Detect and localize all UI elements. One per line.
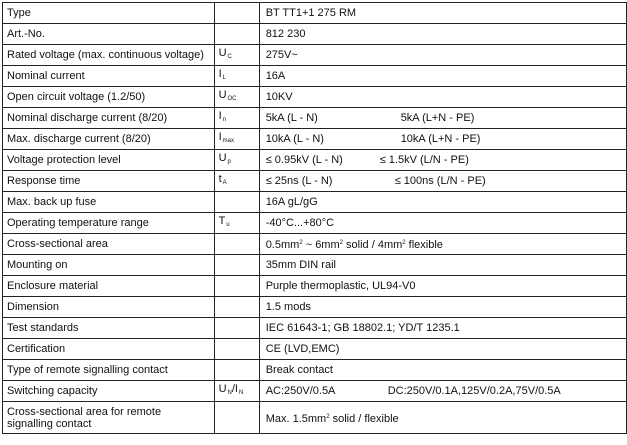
row-label: Switching capacity: [3, 381, 215, 402]
row-symbol: [214, 297, 259, 318]
row-label: Voltage protection level: [3, 150, 215, 171]
row-label: Test standards: [3, 318, 215, 339]
row-symbol: [214, 66, 259, 87]
row-label: Nominal current: [3, 66, 215, 87]
row-symbol: [214, 318, 259, 339]
value-l-n: ≤ 25ns (L - N): [265, 175, 333, 187]
row-value: 812 230: [259, 24, 626, 45]
row-label: Type: [3, 3, 215, 24]
superscript: 2: [402, 240, 406, 246]
row-value: [259, 381, 626, 402]
symbol-subscript: L: [222, 75, 226, 81]
row-symbol: [214, 108, 259, 129]
table-row: [3, 129, 627, 150]
table-row: [3, 360, 627, 381]
row-value: BT TT1+1 275 RM: [259, 3, 626, 24]
row-label: Max. discharge current (8/20): [3, 129, 215, 150]
row-label: Response time: [3, 171, 215, 192]
row-symbol: [214, 234, 259, 255]
superscript: 2: [326, 413, 330, 420]
value-l-pe: 5kA (L+N - PE): [400, 112, 475, 124]
row-symbol: [214, 45, 259, 66]
value-part: flexible: [405, 239, 443, 251]
symbol-base: U: [218, 47, 227, 59]
specification-table: [2, 2, 627, 434]
row-symbol: [214, 255, 259, 276]
row-symbol: [214, 171, 259, 192]
table-row: [3, 276, 627, 297]
row-value: 275V~: [259, 45, 626, 66]
row-value: [259, 171, 626, 192]
row-label: Dimension: [3, 297, 215, 318]
superscript: 2: [339, 240, 343, 246]
value-dc: DC:250V/0.1A,125V/0.2A,75V/0.5A: [387, 385, 561, 397]
row-symbol: [214, 213, 259, 234]
row-symbol: [214, 87, 259, 108]
row-symbol: [214, 276, 259, 297]
row-value: IEC 61643-1; GB 18802.1; YD/T 1235.1: [259, 318, 626, 339]
symbol-base: t: [218, 173, 222, 185]
row-label: Max. back up fuse: [3, 192, 215, 213]
table-row: [3, 3, 627, 24]
row-symbol: [214, 192, 259, 213]
symbol-base: U: [218, 89, 227, 101]
row-value: [259, 129, 626, 150]
symbol-subscript: n: [222, 117, 226, 123]
table-row: [3, 171, 627, 192]
table-row: [3, 192, 627, 213]
row-label: Enclosure material: [3, 276, 215, 297]
value-l-n: ≤ 0.95kV (L - N): [265, 154, 343, 166]
value-l-pe: ≤ 100ns (L/N - PE): [394, 175, 486, 187]
symbol-subscript: max: [222, 138, 234, 144]
table-row: [3, 381, 627, 402]
table-row: [3, 402, 627, 434]
value-l-pe: 10kA (L+N - PE): [400, 133, 481, 145]
table-row: [3, 339, 627, 360]
table-row: [3, 318, 627, 339]
row-value: 10KV: [259, 87, 626, 108]
row-value: [259, 234, 626, 255]
row-value: 35mm DIN rail: [259, 255, 626, 276]
row-label: Art.-No.: [3, 24, 215, 45]
row-label: Operating temperature range: [3, 213, 215, 234]
table-row: [3, 234, 627, 255]
row-value: 16A gL/gG: [259, 192, 626, 213]
symbol-base: I: [218, 110, 222, 122]
table-row: [3, 255, 627, 276]
row-symbol: [214, 24, 259, 45]
table-row: [3, 108, 627, 129]
row-symbol: [214, 150, 259, 171]
table-row: [3, 66, 627, 87]
row-value: 16A: [259, 66, 626, 87]
value-l-n: 10kA (L - N): [265, 133, 324, 145]
value-part: ~ 6mm: [302, 239, 340, 251]
table-row: [3, 297, 627, 318]
row-value: Purple thermoplastic, UL94-V0: [259, 276, 626, 297]
symbol-base: U: [218, 152, 227, 164]
row-label: Cross-sectional area: [3, 234, 215, 255]
row-label: Open circuit voltage (1.2/50): [3, 87, 215, 108]
symbol-subscript: u: [226, 222, 230, 228]
row-value: -40°C...+80°C: [259, 213, 626, 234]
symbol-base: /I: [231, 383, 238, 395]
table-row: [3, 87, 627, 108]
symbol-subscript: N: [227, 390, 232, 396]
symbol-base: I: [218, 131, 222, 143]
symbol-base: U: [218, 383, 227, 395]
row-value: [259, 402, 626, 434]
symbol-subscript: OC: [227, 96, 237, 102]
symbol-subscript: p: [227, 159, 231, 165]
symbol-base: T: [218, 215, 226, 227]
table-row: [3, 150, 627, 171]
row-symbol: [214, 381, 259, 402]
row-label: Nominal discharge current (8/20): [3, 108, 215, 129]
symbol-subscript: A: [222, 180, 227, 186]
symbol-subscript: C: [227, 54, 232, 60]
value-part: solid / 4mm: [342, 239, 403, 251]
row-value: 1.5 mods: [259, 297, 626, 318]
value-l-pe: ≤ 1.5kV (L/N - PE): [379, 154, 469, 166]
value-l-n: 5kA (L - N): [265, 112, 318, 124]
value-part: 0.5mm: [265, 239, 300, 251]
row-symbol: [214, 129, 259, 150]
value-part: solid / flexible: [329, 412, 399, 425]
value-part: Max. 1.5mm: [265, 412, 327, 425]
superscript: 2: [299, 240, 303, 246]
row-value: [259, 150, 626, 171]
row-symbol: [214, 360, 259, 381]
row-symbol: [214, 402, 259, 434]
table-row: [3, 24, 627, 45]
row-label: Certification: [3, 339, 215, 360]
table-row: [3, 213, 627, 234]
row-label: Cross-sectional area for remote signalling contact: [3, 402, 215, 434]
row-symbol: [214, 339, 259, 360]
value-ac: AC:250V/0.5A: [265, 385, 336, 397]
row-label: Rated voltage (max. continuous voltage): [3, 45, 215, 66]
row-value: Break contact: [259, 360, 626, 381]
row-value: [259, 108, 626, 129]
symbol-base: I: [218, 68, 222, 80]
row-value: CE (LVD,EMC): [259, 339, 626, 360]
table-row: [3, 45, 627, 66]
row-symbol: [214, 3, 259, 24]
symbol-subscript: N: [238, 390, 244, 396]
row-label: Mounting on: [3, 255, 215, 276]
row-label: Type of remote signalling contact: [3, 360, 215, 381]
